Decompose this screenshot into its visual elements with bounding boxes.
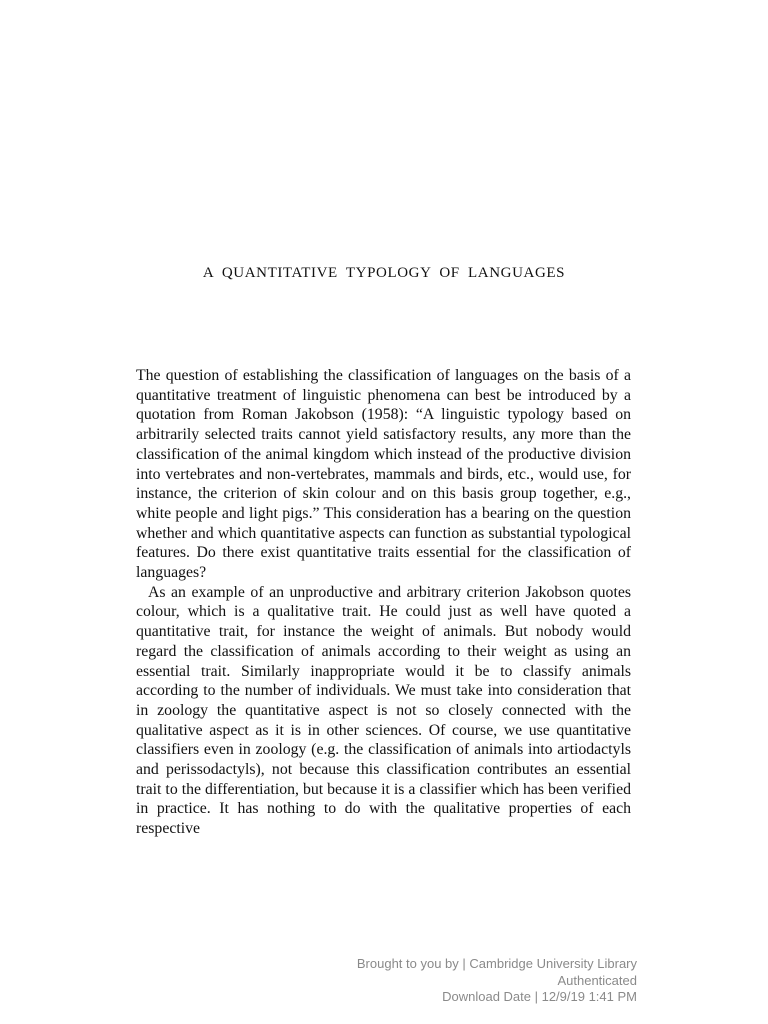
page-title: A QUANTITATIVE TYPOLOGY OF LANGUAGES [202,265,566,281]
paragraph-1: The question of establishing the classification of languages on the basis of a quantitative treatment of linguistic phenomena can best be introduced by a quotation from Roman Jakobson (1958): “A linguistic typology based on arbitrarily selected traits cannot yield satisfactory results, any more than the classification of the animal kingdom which instead of the productive division into vertebrates and non-vertebrates, mammals and birds, etc., would use, for instance, the criterion of skin colour and on this basis group together, e.g., white people and light pigs.” This consideration has a bearing on the question whether and which quantitative aspects can function as substantial typological features. Do there exist quantitative traits essential for the classification of languages? [136,367,631,582]
footer-provider-line: Brought to you by | Cambridge University Library [356,956,637,971]
paragraph-2: As an example of an unproductive and arbitrary criterion Jakobson quotes colour, which is a qualitative trait. He could just as well have quoted a quantitative trait, for instance the weight of animals. But nobody would regard the classification of animals according to their weight as using an essential trait. Similarly inappropriate would it be to classify animals according to the number of individuals. We must take into consideration that in zoology the quantitative aspect is not so closely connected with the qualitative aspect as it is in other sciences. Of course, we use quantitative classifiers even in zoology (e.g. the classification of animals into artiodactyls and perissodactyls), not because this classification contributes an essential trait to the differentiation, but because it is a classifier which has been verified in practice. It has nothing to do with the qualitative properties of each respective [136,583,631,838]
footer-auth-line: Authenticated [557,972,637,988]
body-text [136,366,631,839]
access-footer [357,956,637,1006]
footer-download-date-line: Download Date | 12/9/19 1:41 PM [442,989,637,1004]
